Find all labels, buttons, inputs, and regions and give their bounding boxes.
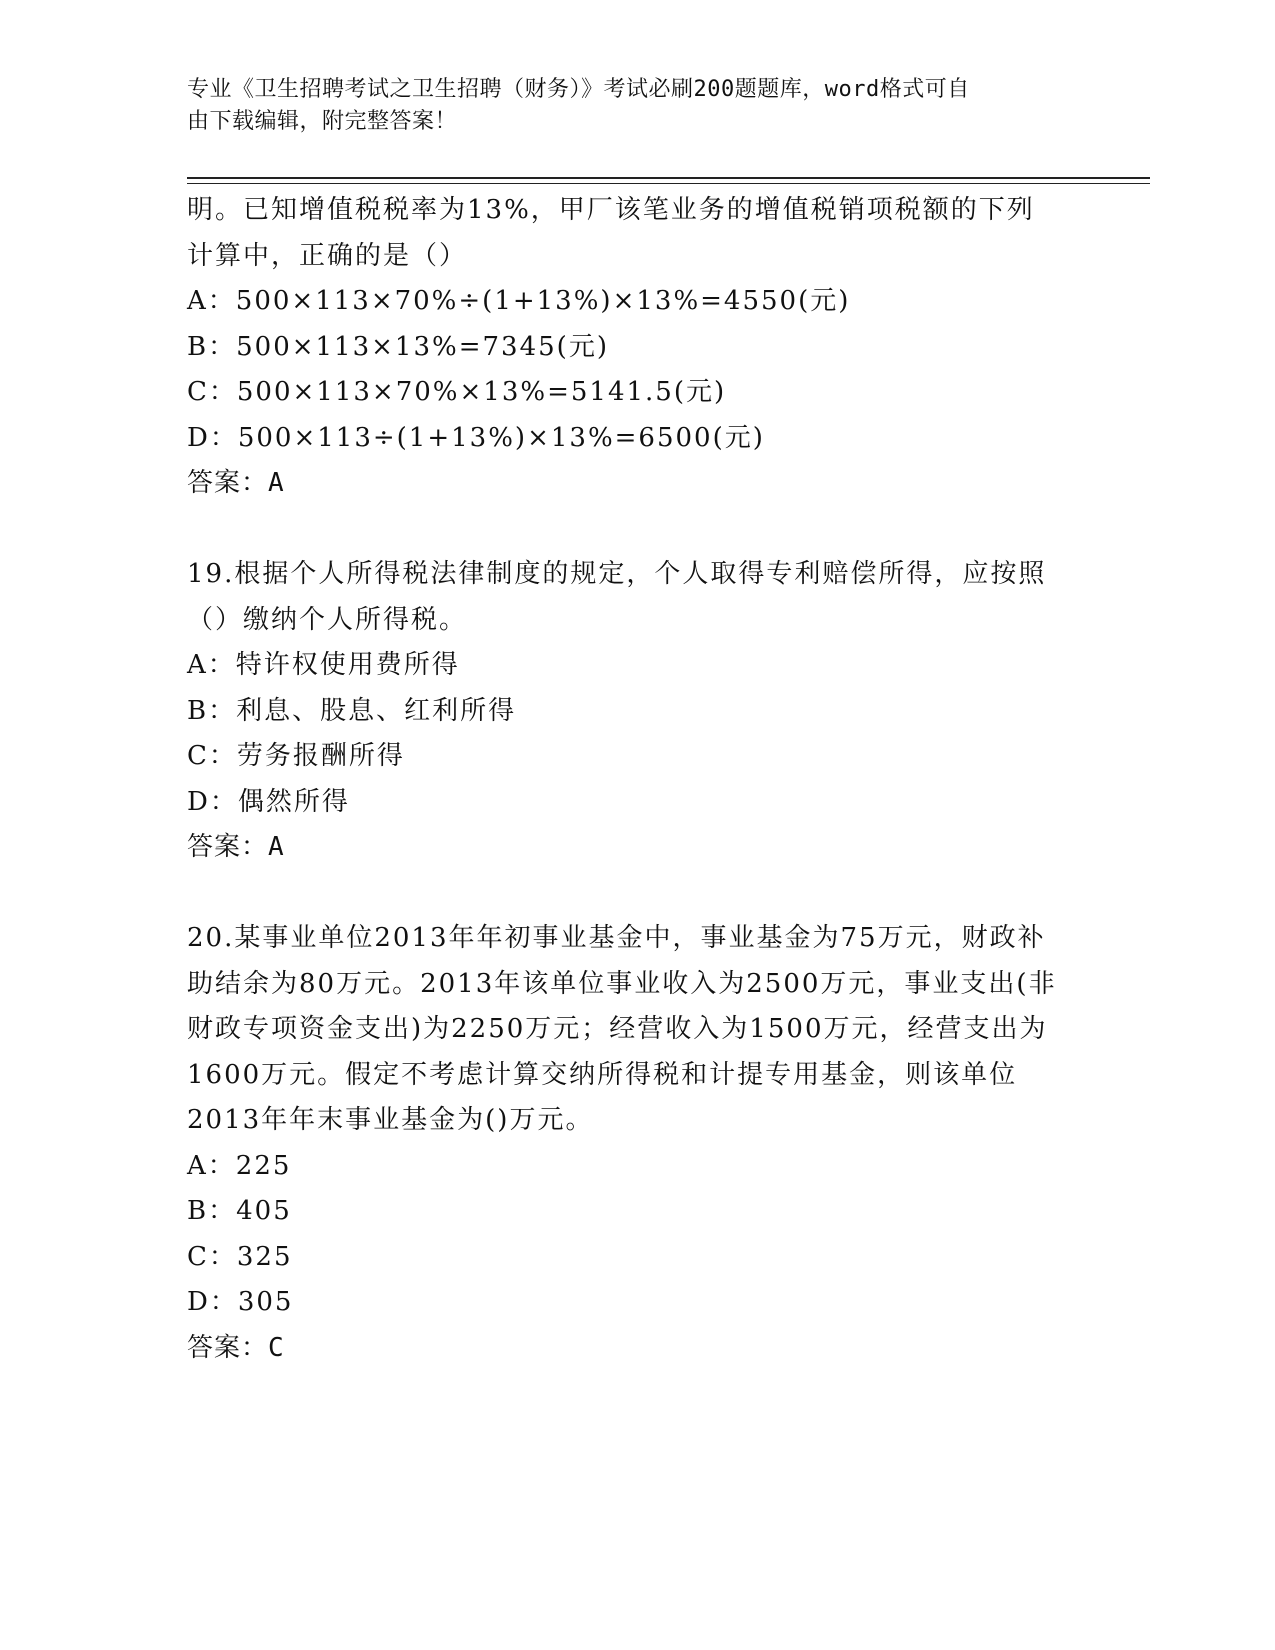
- option-d: D：500×113÷(1+13%)×13%=6500(元): [187, 422, 765, 453]
- question-spacer: [187, 871, 1077, 917]
- question-stem-line: 财政专项资金支出)为2250万元；经营收入为1500万元，经营支出为: [187, 1014, 1048, 1044]
- question-stem-line: 2013年年末事业基金为()万元。: [187, 1105, 594, 1135]
- question-stem-line: 19.根据个人所得税法律制度的规定，个人取得专利赔偿所得，应按照: [187, 559, 1047, 589]
- question-stem-line: 助结余为80万元。2013年该单位事业收入为2500万元，事业支出(非: [187, 968, 1057, 999]
- answer-line: 答案：A: [187, 832, 285, 862]
- option-d: D：偶然所得: [187, 786, 350, 817]
- question-stem-line: （）缴纳个人所得税。: [187, 604, 468, 635]
- option-b: B：500×113×13%=7345(元): [187, 331, 609, 362]
- answer-line: 答案：A: [187, 468, 285, 498]
- option-a: A：225: [187, 1150, 292, 1181]
- header-divider-thin: [187, 183, 1150, 184]
- option-b: B：405: [187, 1196, 292, 1226]
- option-c: C：500×113×70%×13%=5141.5(元): [187, 377, 727, 407]
- option-c: C：325: [187, 1241, 293, 1272]
- question-stem-line: 1600万元。假定不考虑计算交纳所得税和计提专用基金，则该单位: [187, 1059, 1018, 1090]
- question-item-20: [187, 916, 1077, 1371]
- header-divider-thick: [187, 177, 1150, 179]
- question-list: [187, 188, 1077, 1371]
- header-line-1: 专业《卫生招聘考试之卫生招聘（财务）》考试必刷200题题库，word格式可自: [187, 77, 970, 102]
- option-a: A：特许权使用费所得: [187, 650, 460, 680]
- question-stem-line: 明。已知增值税税率为13%，甲厂该笔业务的增值税销项税额的下列: [187, 195, 1035, 225]
- answer-line: 答案：C: [187, 1332, 285, 1363]
- question-stem-line: 20.某事业单位2013年年初事业基金中，事业基金为75万元，财政补: [187, 923, 1046, 953]
- option-a: A：500×113×70%÷(1+13%)×13%=4550(元): [187, 286, 851, 316]
- header-line-2: 由下载编辑，附完整答案！: [187, 109, 458, 134]
- option-d: D：305: [187, 1287, 294, 1317]
- option-b: B：利息、股息、红利所得: [187, 695, 517, 726]
- document-header: [187, 74, 1067, 138]
- question-spacer: [187, 507, 1077, 553]
- question-item-19: [187, 552, 1077, 871]
- option-c: C：劳务报酬所得: [187, 741, 405, 771]
- question-stem-line: 计算中，正确的是（）: [187, 240, 468, 271]
- question-item-18: [187, 188, 1077, 507]
